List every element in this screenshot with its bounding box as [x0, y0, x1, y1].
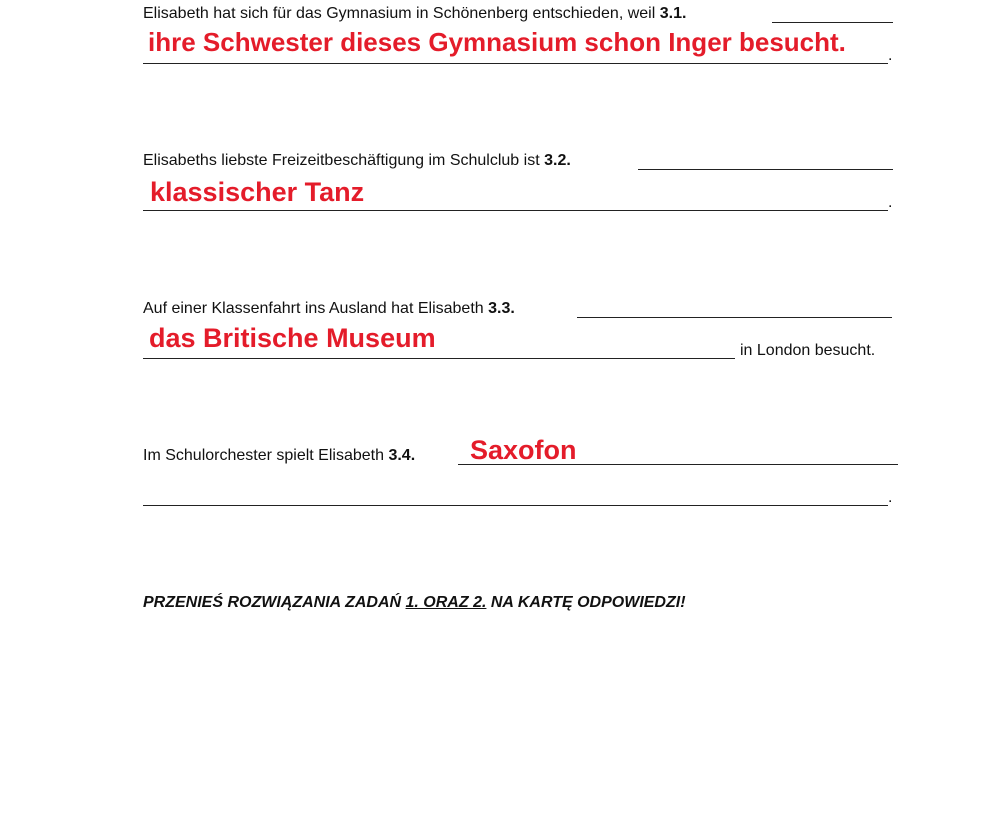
sentence-end: . — [888, 194, 893, 211]
handwritten-answer-3-3: das Britische Museum — [149, 323, 436, 353]
question-3-1-text: Elisabeth hat sich für das Gymnasium in Schönenberg entschieden, weil 3.1. — [143, 5, 687, 22]
answer-blank — [143, 210, 888, 211]
sentence-end: . — [888, 489, 893, 506]
question-3-4-text: Im Schulorchester spielt Elisabeth 3.4. — [143, 447, 416, 464]
question-3-3-text: Auf einer Klassenfahrt ins Ausland hat Elisabeth 3.3. — [143, 300, 515, 317]
instruction-note: PRZENIEŚ ROZWIĄZANIA ZADAŃ 1. ORAZ 2. NA KARTĘ ODPOWIEDZI! — [143, 594, 686, 611]
question-number: 3.1. — [659, 5, 687, 22]
answer-blank — [143, 358, 735, 359]
answer-blank — [143, 63, 888, 64]
task-numbers: 1. ORAZ 2. — [405, 594, 487, 611]
handwritten-answer-3-2: klassischer Tanz — [150, 177, 365, 207]
sentence-end: . — [888, 47, 893, 64]
handwritten-answer-3-1: ihre Schwester dieses Gymnasium schon Inger besucht. — [148, 27, 846, 57]
answer-blank — [638, 169, 893, 170]
question-number: 3.3. — [488, 300, 515, 317]
sentence-end: in London besucht. — [740, 342, 876, 359]
answer-blank — [772, 22, 893, 23]
question-number: 3.2. — [544, 152, 571, 169]
answer-blank — [143, 505, 888, 506]
handwritten-answer-3-4: Saxofon — [470, 435, 577, 465]
question-number: 3.4. — [388, 447, 416, 464]
answer-blank — [577, 317, 892, 318]
question-3-2-text: Elisabeths liebste Freizeitbeschäftigung im Schulclub ist 3.2. — [143, 152, 571, 169]
